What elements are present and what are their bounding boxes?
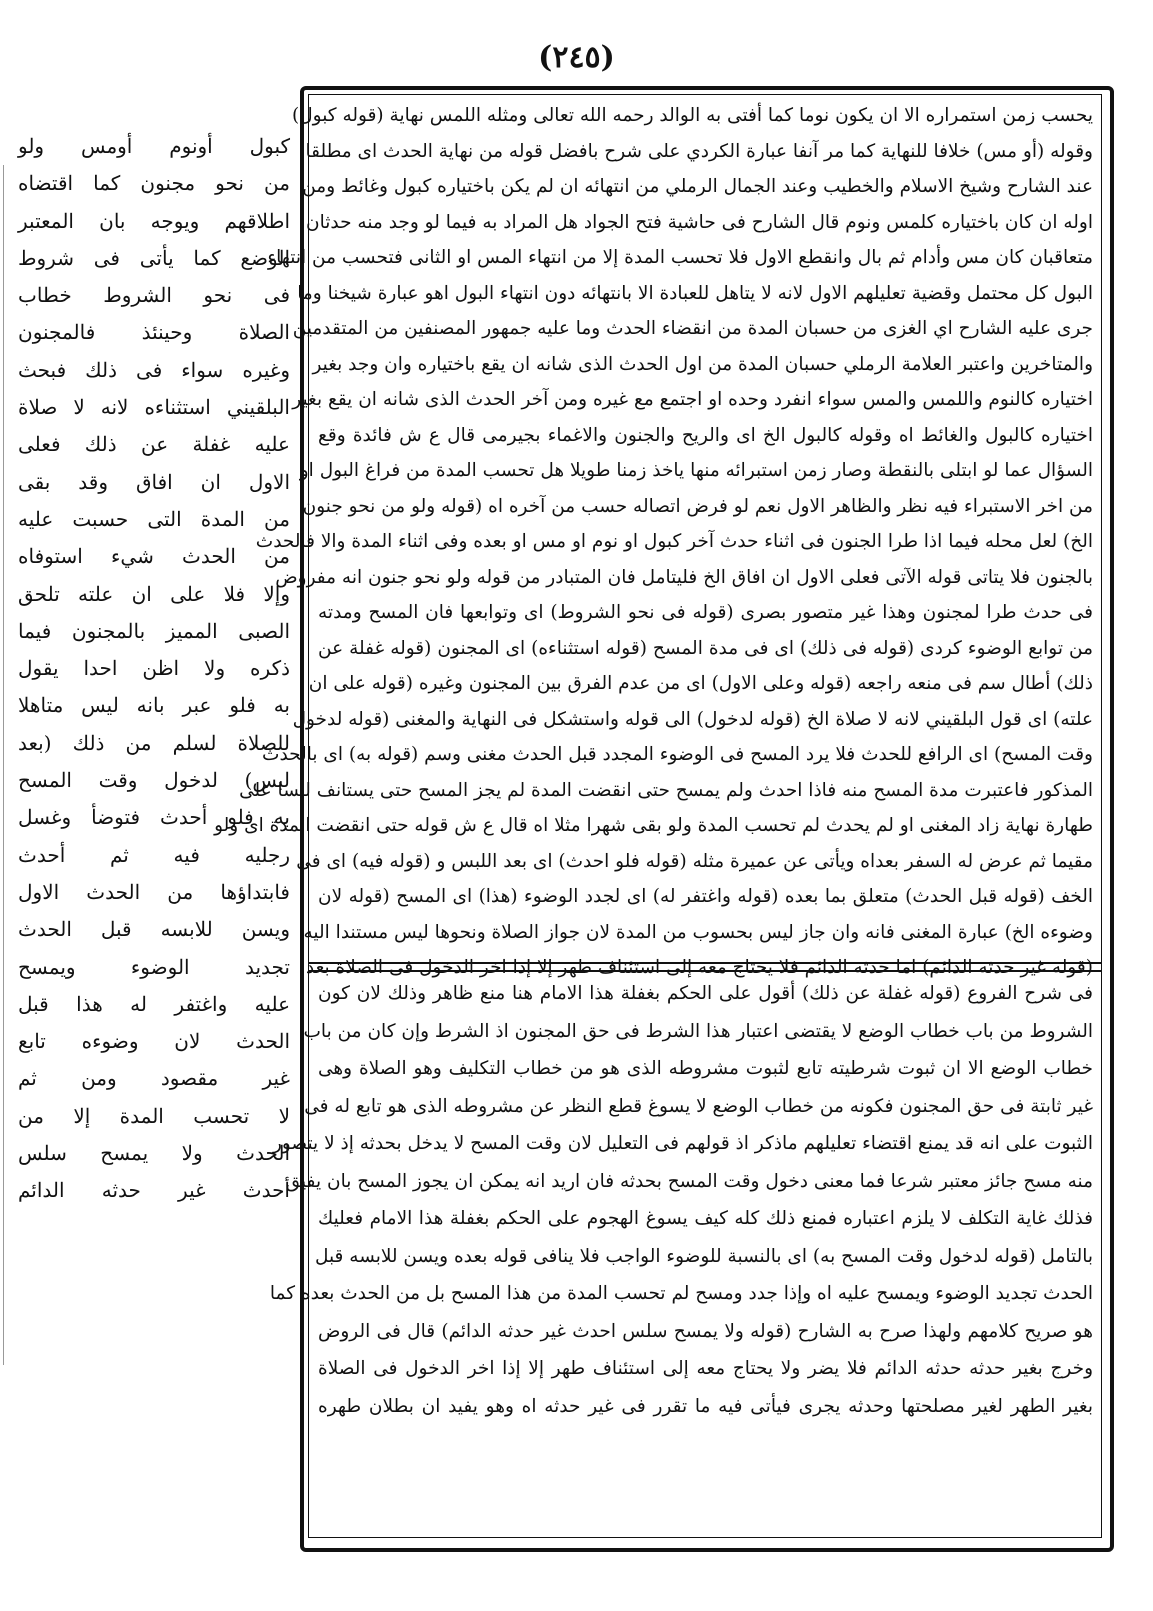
scan-edge-line xyxy=(3,165,4,1365)
text-line: الحدث لان وضوءه تابع xyxy=(18,1029,290,1054)
text-line: السؤال عما لو ابتلى بالنقطة وصار زمن استبرائه منها ياخذ زمنا طويلا هل تحسب المدة من فراغ البول او xyxy=(299,460,1093,481)
text-line: البلقيني استثناءه لانه لا صلاة xyxy=(18,395,290,420)
text-line: تجديد الوضوء ويمسح xyxy=(18,954,290,979)
text-line: اختياره كالنوم واللمس والمس سواء انفرد وحده او اجتمع مع غيره ومن آخر الحدث الذى شانه ان يقع بغير xyxy=(292,389,1093,410)
text-line: الحدث ولا يمسح سلس xyxy=(18,1141,290,1166)
text-line: من نحو مجنون كما اقتضاه xyxy=(18,171,290,196)
text-line: به فلو أحدث فتوضأ وغسل xyxy=(18,805,290,830)
text-line: اوله ان كان باختياره كلمس ونوم قال الشارح فى حاشية فتح الجواد هل المراد به فيما لو وجد منه حدثان xyxy=(306,211,1093,233)
text-line: بغير الطهر لغير مصلحتها وحدثه يجرى فيأتى فيه ما تقرر فى غير حدثه اه وهو يفيد ان بطلان طهره xyxy=(318,1395,1093,1417)
margin-text-column xyxy=(18,128,290,1210)
text-line: فى نحو الشروط خطاب xyxy=(18,283,290,308)
text-line: بالجنون فلا يتاتى قوله الآتى فعلى الاول ان افاق الخ فليتامل فان المتبادر من قوله ولو نحو جنون انه مفروض xyxy=(275,566,1093,588)
text-line: عند الشارح وشيخ الاسلام والخطيب وعند الجمال الرملي من انتهائه ان لم يكن باختياره كبول وغائط ومن xyxy=(302,176,1093,197)
text-line: فابتداؤها من الحدث الاول xyxy=(18,879,290,904)
text-line: غير ثابتة فى حق المجنون فكونه من خطاب الوضع لا يسوغ قطع النظر عن مشروطه الذى هو تابع له فى xyxy=(304,1095,1093,1117)
text-line: ويسن للابسه قبل الحدث xyxy=(18,917,290,942)
text-line: فى حدث طرا لمجنون وهذا غير متصور بصرى (قوله فى نحو الشروط) اى وتوابعها فان المسح ومدته xyxy=(318,602,1093,623)
text-line: به فلو عبر بانه ليس متاهلا xyxy=(18,693,290,718)
text-line: لا تحسب المدة إلا من xyxy=(18,1103,290,1128)
text-line: خطاب الوضع الا ان ثبوت شرطيته تابع لثبوت مشروطه الذى هو من خطاب التكليف وهو الصلاة وهى xyxy=(318,1058,1093,1079)
text-line: (قوله غير حدثه الدائم) اما حدثه الدائم فلا يحتاج معه إلى استئناف طهر إلا إذا اخر الدخول فى الصلاة بعد xyxy=(305,957,1093,978)
text-line: للصلاة لسلم من ذلك (بعد xyxy=(18,730,290,755)
page-number: (٢٤٥) xyxy=(538,40,615,75)
text-line: كبول أونوم أومس ولو xyxy=(18,134,290,158)
text-line: مقيما ثم عرض له السفر بعداه ويأتى عن عميرة مثله (قوله فلو احدث) اى بعد اللبس و (قوله فيه) اى فى xyxy=(296,850,1093,872)
text-line: البول كل محتمل وقضية تعليلهم الاول لانه لا يتاهل للعبادة الا بانتهائه دون انتهاء البول اهو عبارة شيخنا وما xyxy=(297,282,1093,304)
text-line: غير مقصود ومن ثم xyxy=(18,1066,290,1091)
text-line: الصلاة وحينئذ فالمجنون xyxy=(18,320,290,345)
text-line: من المدة التى حسبت عليه xyxy=(18,506,290,531)
text-line: علته) اى قول البلقيني لانه لا صلاة الخ (قوله لدخول) الى قوله واستشكل فى النهاية والمغنى (قوله لدخول xyxy=(292,708,1093,730)
text-line: ذكره ولا اظن احدا يقول xyxy=(18,656,290,681)
text-line: الوضع كما يأتى فى شروط xyxy=(18,245,290,270)
text-line: جرى عليه الشارح اي الغزى من حسبان المدة من انقضاء الحدث وما عليه جمهور المصنفين من المتقدمين xyxy=(292,318,1093,339)
text-line: يحسب زمن استمراره الا ان يكون نوما كما أفتى به الوالد رحمه الله تعالى ومثله اللمس نهاية (قوله كبول) xyxy=(291,105,1093,126)
text-line: من اخر الاستبراء فيه نظر والظاهر الاول نعم لو فرض اتصاله حسب من آخره اه (قوله ولو من نحو جنون xyxy=(302,495,1093,517)
text-line: فذلك غاية التكلف لا يلزم اعتباره فمنع ذلك كله كيف يسوغ الهجوم على الحكم بغفلة هذا الامام فعليك xyxy=(318,1208,1093,1229)
text-line: الاول ان افاق وقد بقى xyxy=(18,469,290,494)
section-divider xyxy=(308,962,1102,972)
text-line: المذكور فاعتبرت مدة المسح منه فاذا احدث ولم يمسح حتى انقضت المدة لم يجز المسح حتى يستانف لبسا على xyxy=(239,779,1093,801)
text-line: وخرج بغير حدثه حدثه الدائم فلا يضر ولا يحتاج معه إلى استئناف طهر إلا إذا اخر الدخول فى الصلاة xyxy=(318,1358,1093,1379)
text-line: الخ) لعل محله فيما اذا طرا الجنون فى اثناء حدث آخر كبول او نوم او مس او بعده وفى اثناء المدة والا فالحدث xyxy=(255,531,1093,552)
text-line: عليه غفلة عن ذلك فعلى xyxy=(18,432,290,457)
text-line: رجليه فيه ثم أحدث xyxy=(18,842,290,867)
text-line: الخف (قوله قبل الحدث) متعلق بما بعده (قوله واغتفر له) اى لجدد الوضوء (هذا) اى المسح (قوله لان xyxy=(318,886,1093,907)
text-line: متعاقبان كان مس وأدام ثم بال وانقطع الاول فلا تحسب المدة إلا من انتهاء المس او الثانى فتحسب من انتهاء xyxy=(267,247,1093,268)
text-line: والمتاخرين واعتبر العلامة الرملي حسبان المدة من اول الحدث الذى شانه ان يقع باختياره وان وجد بغير xyxy=(312,353,1093,375)
text-line: وغيره سواء فى ذلك فبحث xyxy=(18,357,290,382)
text-line: فى شرح الفروع (قوله غفلة عن ذلك) أقول على الحكم بغفلة هذا الامام هنا منع ظاهر وذلك لان كون xyxy=(318,983,1093,1004)
text-line: لبس) لدخول وقت المسح xyxy=(18,768,290,793)
commentary-upper-section xyxy=(214,98,1093,986)
text-line: من توابع الوضوء كردى (قوله فى ذلك) اى فى مدة المسح (قوله استثناءه) اى المجنون (قوله غفلة عن xyxy=(318,637,1093,659)
text-line: وقت المسح) اى الرافع للحدث فلا يرد المسح فى الوضوء المجدد قبل الحدث مغنى وسم (قوله به) اى بالحدث xyxy=(262,744,1093,765)
text-line: ذلك) أطال سم فى منعه راجعه (قوله وعلى الاول) اى من عدم الفرق بين المجنون وغيره (قوله على ان xyxy=(308,673,1093,694)
text-line: وقوله (أو مس) خلافا للنهاية كما مر آنفا عبارة الكردي على شرح بافضل قوله من نهاية الحدث اى مطلقا xyxy=(305,140,1093,162)
text-line: طهارة نهاية زاد المغنى او لم يحدث لم تحسب المدة ولو بقى شهرا مثلا اه قال ع ش قوله حتى انقضت المدة اى ولو xyxy=(214,815,1093,836)
text-line: الصبى المميز بالمجنون فيما xyxy=(18,618,290,643)
text-line: بالتامل (قوله لدخول وقت المسح به) اى بالنسبة للوضوء الواجب فلا ينافى قوله بعده ويسن للابسه قبل xyxy=(314,1245,1093,1267)
commentary-lower-section xyxy=(269,975,1093,1425)
text-line: الثبوت على انه قد يمنع اقتضاء تعليلهم ماذكر اذ قولهم فى التعليل لان وقت المسح لا يدخل بحدثه إذ لا يتصور xyxy=(272,1133,1093,1154)
text-line: اطلاقهم ويوجه بان المعتبر xyxy=(18,208,290,233)
text-line: هو صريح كلامهم ولهذا صرح به الشارح (قوله ولا يمسح سلس احدث غير حدثه الدائم) قال فى الروض xyxy=(318,1320,1093,1342)
text-line: اختياره كالبول والغائط اه وقوله كالبول الخ اى والريح والجنون والاغماء بجيرمى قال ع ش فائدة وقع xyxy=(318,424,1093,446)
text-line: منه مسح جائز معتبر شرعا فما معنى دخول وقت المسح بحدثه فان اريد انه يمكن ان يجوز المسح بان يفيق xyxy=(285,1170,1093,1192)
text-line: وإلا فلا على ان علته تلحق xyxy=(18,581,290,606)
text-line: عليه واغتفر له هذا قبل xyxy=(18,991,290,1016)
text-line: الحدث تجديد الوضوء ويمسح عليه اه وإذا جدد ومسح لم تحسب المدة من هذا المسح بل من الحدث بعده كما xyxy=(269,1283,1093,1304)
text-line: من الحدث شيء استوفاه xyxy=(18,544,290,569)
text-line: أحدث غير حدثه الدائم xyxy=(18,1178,290,1203)
text-line: الشروط من باب خطاب الوضع لا يقتضى اعتبار هذا الشرط فى حق المجنون اذ الشرط وإن كان من باب xyxy=(303,1020,1093,1042)
text-line: وضوءه الخ) عبارة المغنى فانه وان جاز ليس بحسوب من المدة لان جواز الصلاة ونحوها ليس مستندا اليه xyxy=(303,921,1093,943)
